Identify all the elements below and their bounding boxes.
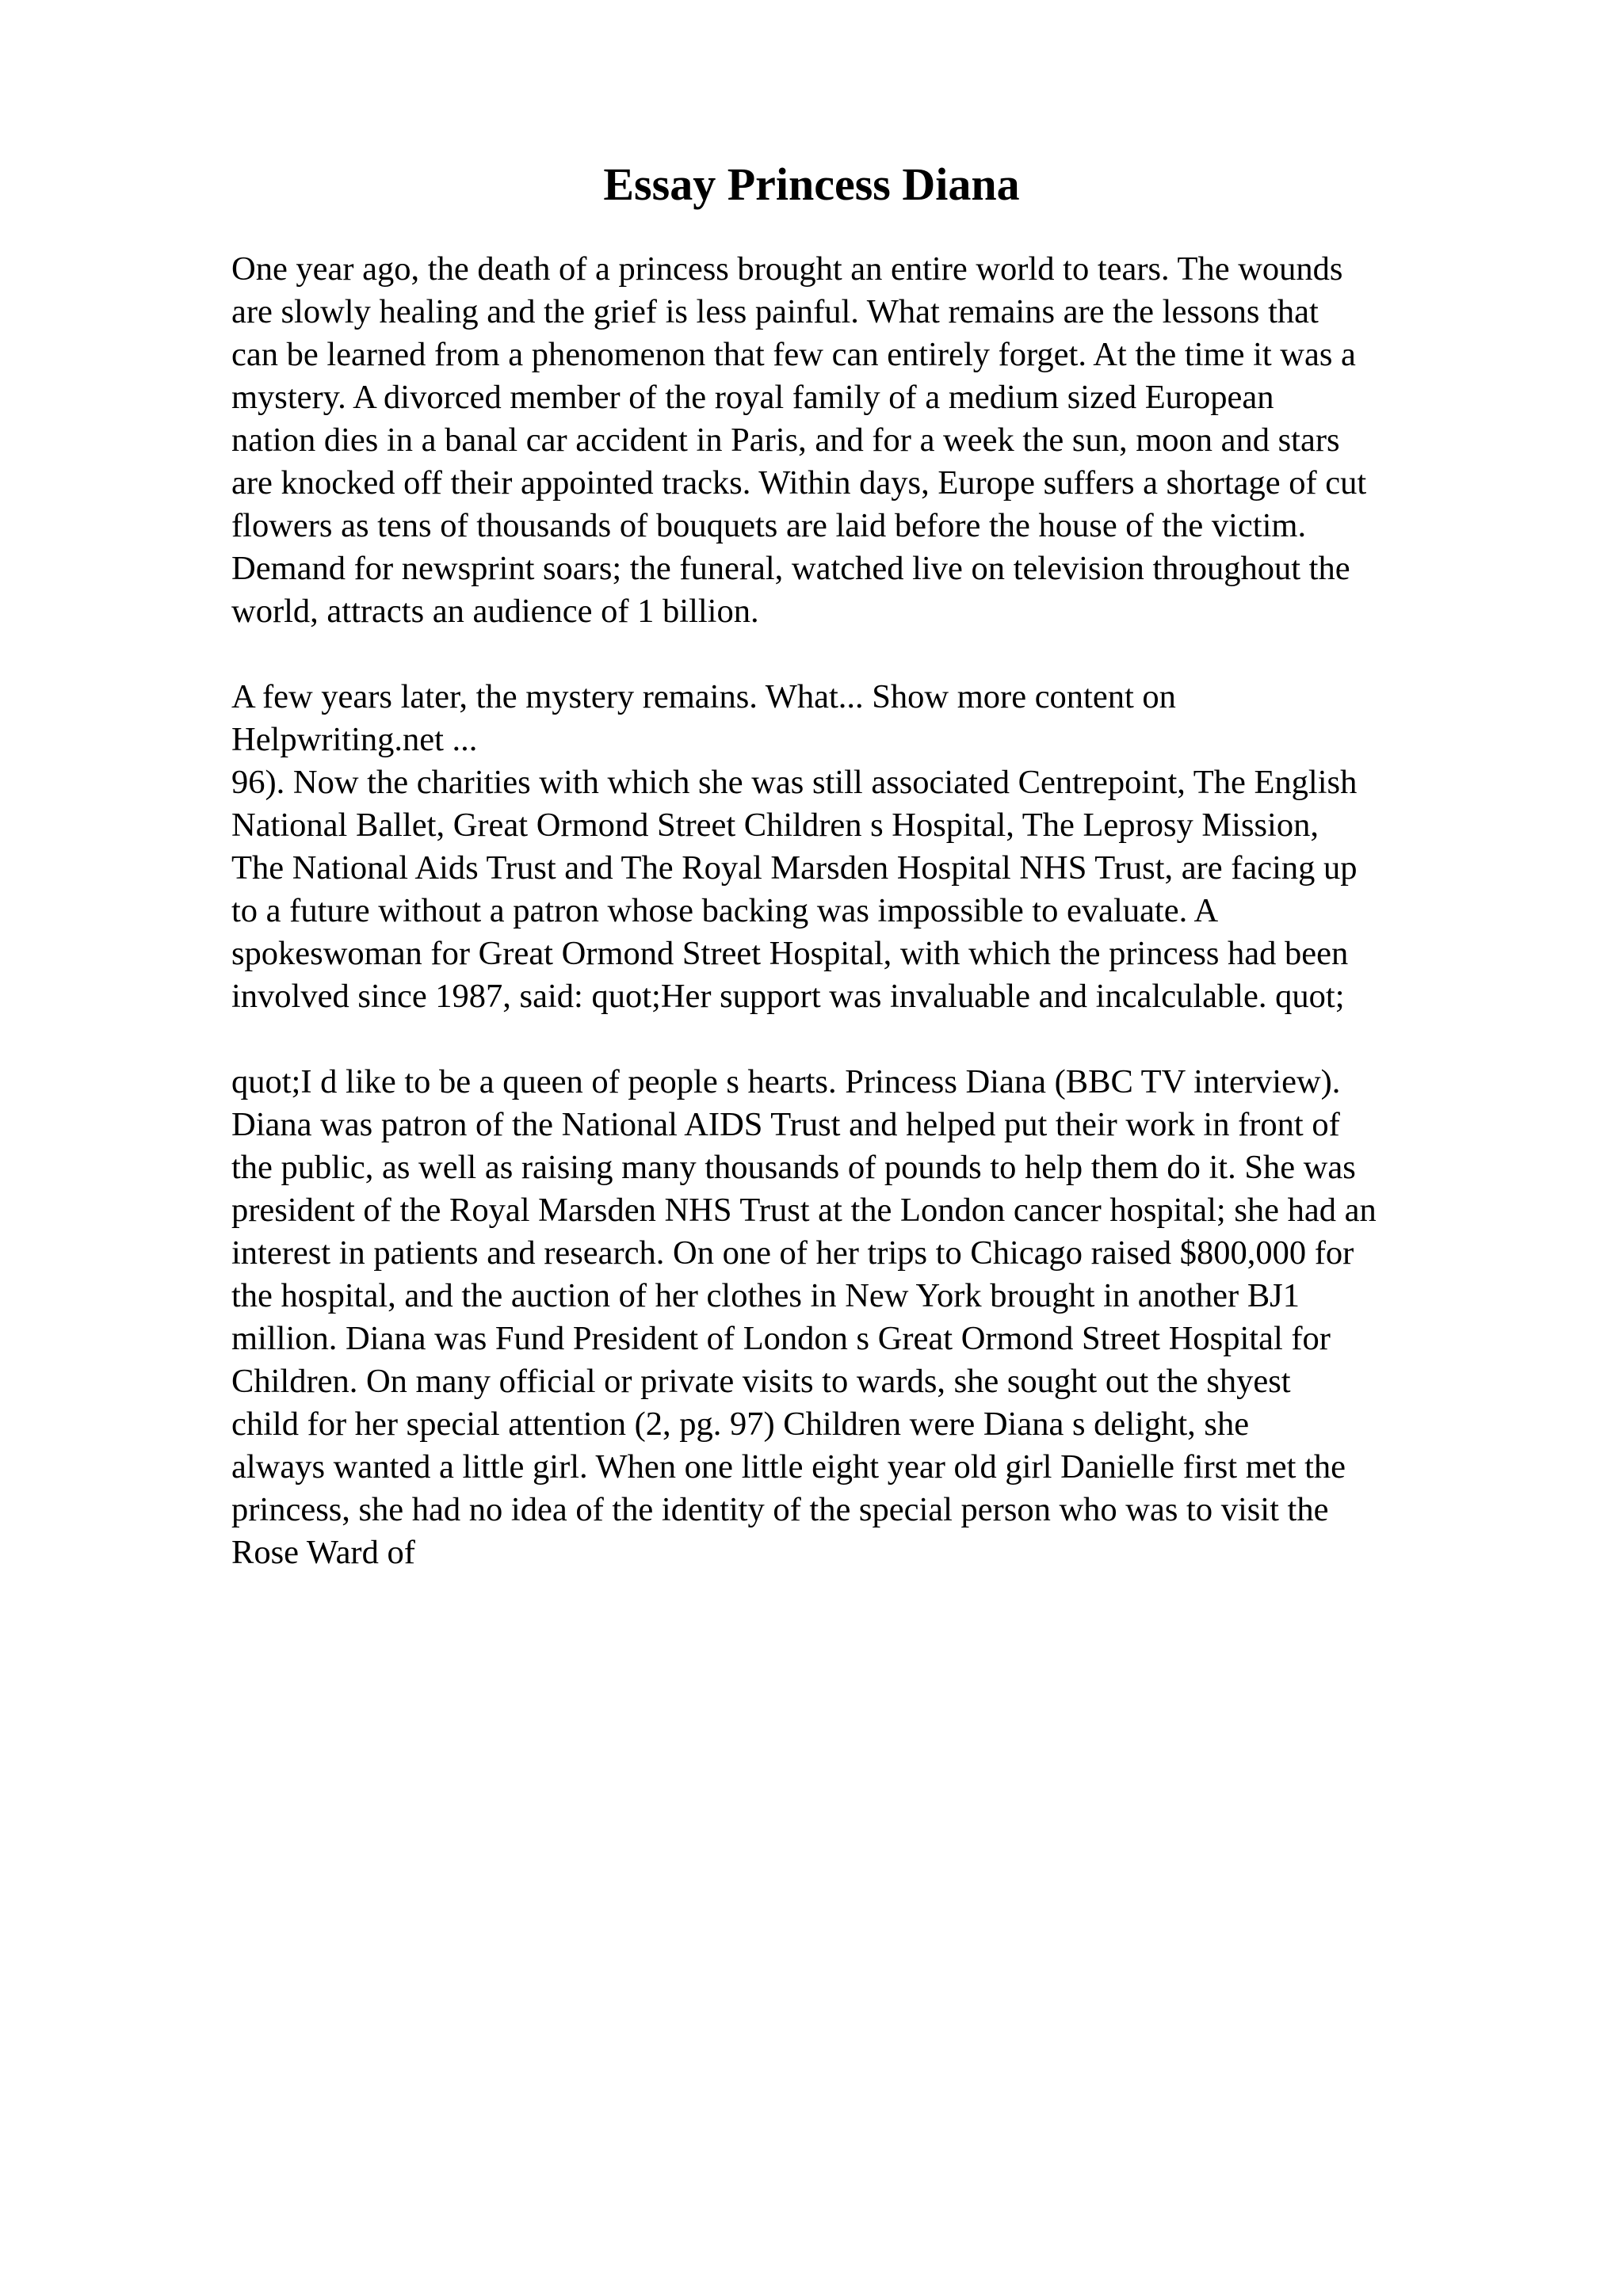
text-line: Demand for newsprint soars; the funeral, watched live on television throughout the — [231, 550, 1350, 587]
text-line: nation dies in a banal car accident in Paris, and for a week the sun, moon and stars — [231, 421, 1340, 459]
text-line: always wanted a little girl. When one little eight year old girl Danielle first met the — [231, 1448, 1346, 1486]
text-line: interest in patients and research. On one of her trips to Chicago raised $800,000 for — [231, 1234, 1354, 1272]
text-line: child for her special attention (2, pg. 97) Children were Diana s delight, she — [231, 1405, 1250, 1443]
text-line: National Ballet, Great Ormond Street Children s Hospital, The Leprosy Mission, — [231, 807, 1319, 844]
text-line: to a future without a patron whose backing was impossible to evaluate. A — [231, 892, 1219, 929]
text-line: spokeswoman for Great Ormond Street Hospital, with which the princess had been — [231, 935, 1349, 972]
text-line: 96). Now the charities with which she was still associated Centrepoint, The English — [231, 764, 1358, 801]
text-line: The National Aids Trust and The Royal Marsden Hospital NHS Trust, are facing up — [231, 849, 1358, 887]
text-line: princess, she had no idea of the identity of the special person who was to visit the — [231, 1491, 1329, 1528]
text-line: flowers as tens of thousands of bouquets are laid before the house of the victim. — [231, 507, 1307, 544]
text-line: are knocked off their appointed tracks. Within days, Europe suffers a shortage of cut — [231, 464, 1367, 502]
text-line: A few years later, the mystery remains. What... Show more content on — [231, 678, 1176, 715]
document-title: Essay Princess Diana — [603, 158, 1020, 210]
text-line: mystery. A divorced member of the royal family of a medium sized European — [231, 379, 1274, 416]
text-line: involved since 1987, said: quot;Her support was invaluable and incalculable. quot; — [231, 978, 1345, 1015]
text-line: Diana was patron of the National AIDS Trust and helped put their work in front of — [231, 1106, 1340, 1143]
text-line: One year ago, the death of a princess brought an entire world to tears. The wounds — [231, 250, 1343, 288]
text-line: quot;I d like to be a queen of people s hearts. Princess Diana (BBC TV interview). — [231, 1063, 1341, 1100]
text-line: the public, as well as raising many thousands of pounds to help them do it. She was — [231, 1149, 1356, 1186]
text-line: million. Diana was Fund President of London s Great Ormond Street Hospital for — [231, 1320, 1331, 1357]
text-line: are slowly healing and the grief is less painful. What remains are the lessons that — [231, 293, 1319, 330]
paragraph-2 — [231, 676, 1594, 1018]
text-line: can be learned from a phenomenon that few can entirely forget. At the time it was a — [231, 336, 1356, 373]
text-line: Rose Ward of — [231, 1534, 415, 1571]
text-line: world, attracts an audience of 1 billion. — [231, 593, 759, 630]
text-line: president of the Royal Marsden NHS Trust at the London cancer hospital; she had an — [231, 1192, 1377, 1229]
text-line: Children. On many official or private visits to wards, she sought out the shyest — [231, 1363, 1291, 1400]
paragraph-3 — [231, 1061, 1594, 1574]
text-line: the hospital, and the auction of her clothes in New York brought in another BJ1 — [231, 1277, 1300, 1314]
paragraph-1 — [231, 248, 1594, 633]
text-line: Helpwriting.net ... — [231, 721, 478, 758]
